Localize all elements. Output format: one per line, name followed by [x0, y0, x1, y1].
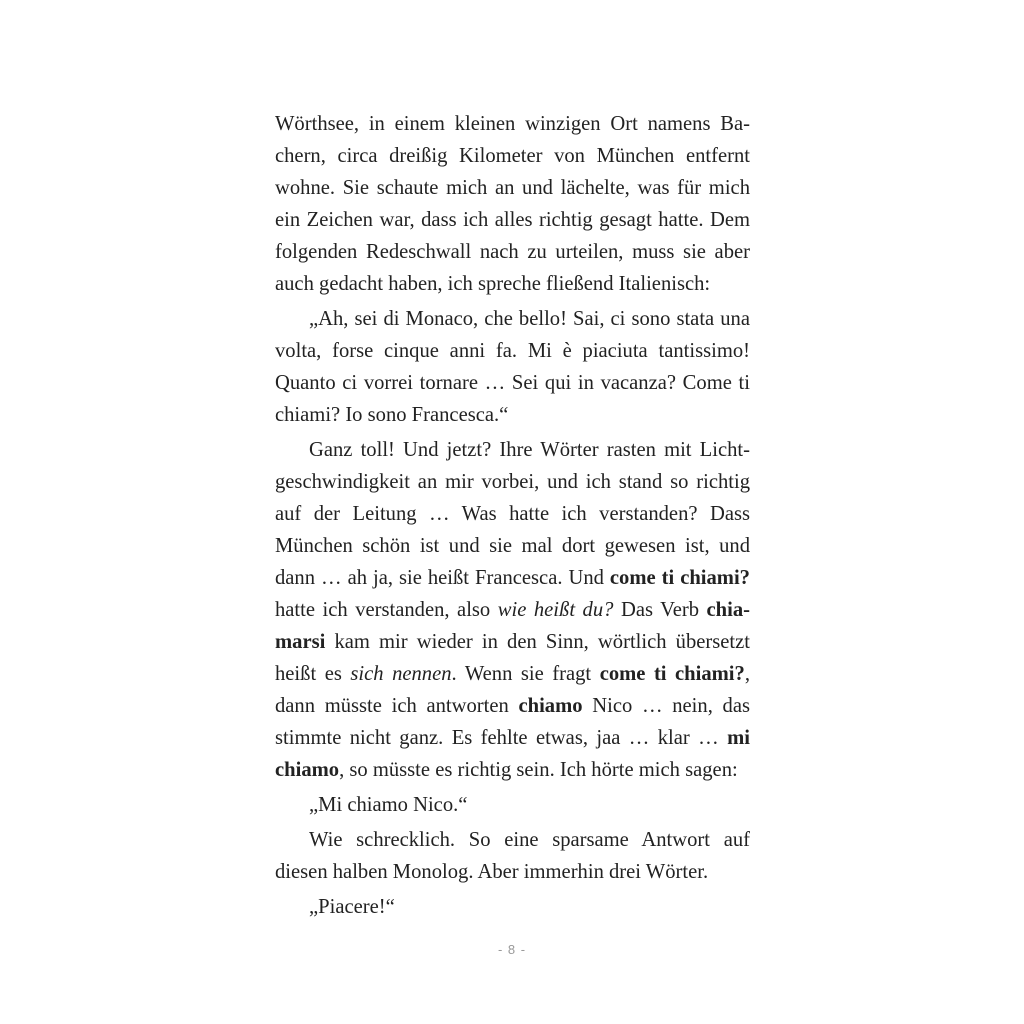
text-run: „Ah, sei di Monaco, che bello! Sai, ci sono stata una volta, forse cinque anni fa. Mi è piaciuta tantissimo! Quanto ci vorrei tornare … Sei qui in vacanza? Come ti chiami? Io sono Francesca.“: [275, 308, 750, 426]
text-run: hatte ich verstanden, also: [275, 599, 498, 621]
text-run: Das Verb: [613, 599, 707, 621]
bold-term: chiamo: [518, 695, 583, 717]
bold-term: come ti chiami?: [609, 567, 750, 589]
text-run: kam mir wieder in den Sinn, wörtlich übersetzt heißt es: [275, 631, 750, 685]
text-run: „Piacere!“: [309, 896, 395, 918]
paragraph: [275, 108, 750, 300]
paragraph: [275, 303, 750, 431]
text-run: „Mi chiamo Nico.“: [309, 794, 468, 816]
bold-term: chiamarsi: [275, 599, 750, 653]
paragraph: [275, 789, 750, 821]
text-run: , dann müsste ich antworten: [275, 663, 750, 717]
text-run: Nico … nein, das stimmte nicht ganz. Es fehlte etwas, jaa … klar …: [275, 695, 750, 749]
text-run: . Wenn sie fragt: [451, 663, 600, 685]
paragraph: [275, 891, 750, 923]
italic-phrase: sich nennen: [350, 663, 452, 685]
paragraph: [275, 434, 750, 786]
text-run: Wörthsee, in einem kleinen winzigen Ort namens Bachern, circa dreißig Kilometer von München entfernt wohne. Sie schaute mich an und lächelte, was für mich ein Zeichen war, dass ich alles richtig gesagt hatte. Dem folgenden Redeschwall nach zu urteilen, muss sie aber auch gedacht haben, ich spreche fließend Italienisch:: [275, 113, 750, 295]
page-number: - 8 -: [497, 942, 527, 957]
bold-term: come ti chiami?: [599, 663, 745, 685]
text-run: Wie schrecklich. So eine sparsame Antwort auf diesen halben Monolog. Aber immerhin drei Wörter.: [275, 829, 750, 883]
text-run: , so müsste es richtig sein. Ich hörte mich sagen:: [339, 759, 738, 781]
body-text: [275, 108, 750, 926]
italic-phrase: wie heißt du?: [497, 599, 614, 621]
bold-term: mi chiamo: [275, 727, 750, 781]
text-run: Ganz toll! Und jetzt? Ihre Wörter rasten mit Lichtgeschwindigkeit an mir vorbei, und ich stand so richtig auf der Leitung … Was hatte ich verstanden? Dass München schön ist und sie mal dort gewesen ist, und dann … ah ja, sie heißt Francesca. Und: [275, 439, 750, 589]
paragraph: [275, 824, 750, 888]
